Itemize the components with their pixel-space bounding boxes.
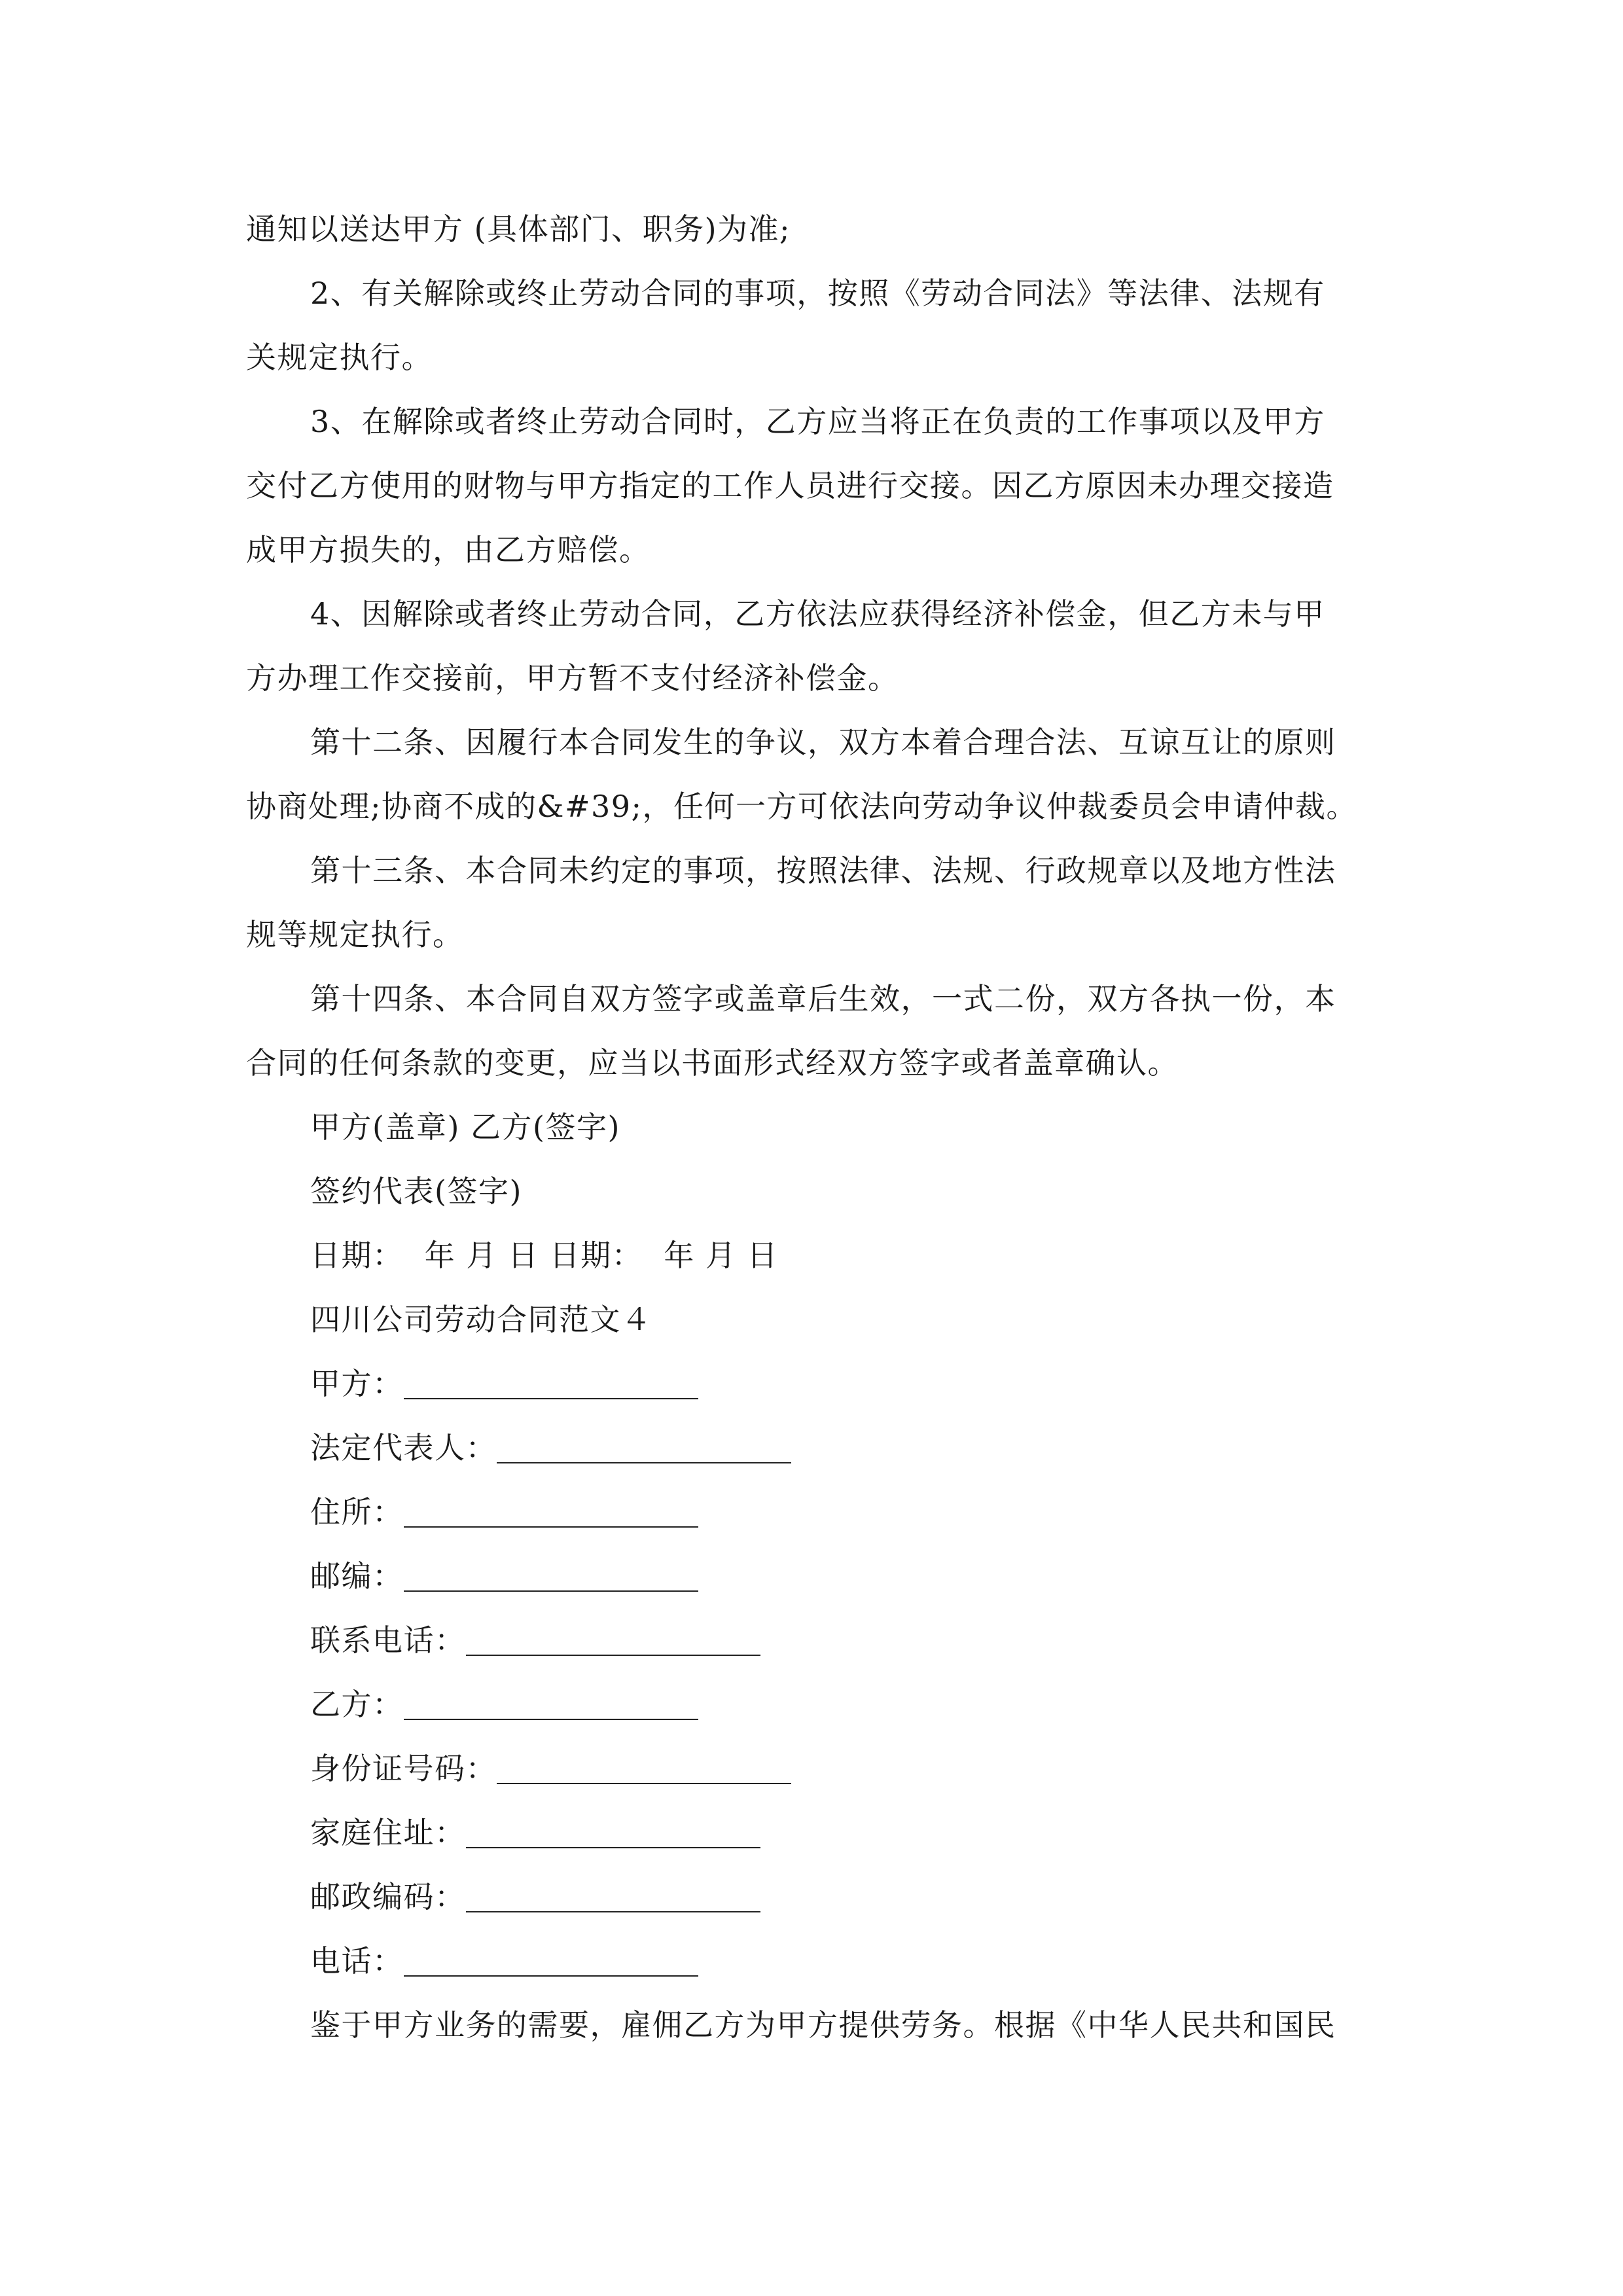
fill-in-blank — [497, 1462, 791, 1463]
field-label: 邮政编码： — [310, 1879, 466, 1914]
contact-phone-field — [310, 1621, 760, 1660]
signature-dates: 日期： 年 月 日 日期： 年 月 日 — [310, 1238, 779, 1273]
signature-parties: 甲方(盖章) 乙方(签字) — [310, 1109, 620, 1145]
field-label: 联系电话： — [310, 1623, 466, 1658]
field-label: 甲方： — [310, 1366, 404, 1401]
party-a-field — [310, 1364, 698, 1403]
phone-field — [310, 1941, 698, 1981]
home-address-field — [310, 1813, 760, 1852]
field-label: 法定代表人： — [310, 1430, 497, 1465]
fill-in-blank — [466, 1655, 760, 1656]
postcode-field — [310, 1556, 698, 1596]
address-field — [310, 1492, 698, 1532]
field-label: 电话： — [310, 1943, 404, 1979]
fill-in-blank — [466, 1847, 760, 1848]
fill-in-blank — [404, 1526, 698, 1528]
text-line: 规等规定执行。 — [246, 917, 464, 952]
text-line: 关规定执行。 — [246, 340, 433, 375]
text-line: 交付乙方使用的财物与甲方指定的工作人员进行交接。因乙方原因未办理交接造 — [246, 468, 1334, 503]
fill-in-blank — [404, 1719, 698, 1720]
text-line: 合同的任何条款的变更，应当以书面形式经双方签字或者盖章确认。 — [246, 1045, 1179, 1081]
text-line: 第十四条、本合同自双方签字或盖章后生效，一式二份，双方各执一份，本 — [310, 981, 1336, 1016]
party-b-field — [310, 1685, 698, 1724]
field-label: 邮编： — [310, 1558, 404, 1594]
fill-in-blank — [404, 1398, 698, 1399]
field-label: 乙方： — [310, 1687, 404, 1722]
text-line: 第十二条、因履行本合同发生的争议，双方本着合理合法、互谅互让的原则 — [310, 725, 1336, 760]
text-line: 方办理工作交接前，甲方暂不支付经济补偿金。 — [246, 660, 899, 696]
postal-code-field — [310, 1877, 760, 1916]
text-line: 2、有关解除或终止劳动合同的事项，按照《劳动合同法》等法律、法规有 — [310, 276, 1325, 311]
text-line: 协商处理;协商不成的&#39;，任何一方可依法向劳动争议仲裁委员会申请仲裁。 — [246, 789, 1358, 824]
field-label: 住所： — [310, 1494, 404, 1530]
text-line: 通知以送达甲方 (具体部门、职务)为准; — [246, 211, 791, 247]
text-line: 成甲方损失的，由乙方赔偿。 — [246, 532, 651, 567]
section-heading: 四川公司劳动合同范文４ — [310, 1302, 652, 1337]
fill-in-blank — [466, 1911, 760, 1912]
text-line: 3、在解除或者终止劳动合同时，乙方应当将正在负责的工作事项以及甲方 — [310, 404, 1325, 439]
signature-representative: 签约代表(签字) — [310, 1174, 522, 1209]
field-label: 身份证号码： — [310, 1751, 497, 1786]
id-number-field — [310, 1749, 791, 1788]
text-line: 4、因解除或者终止劳动合同，乙方依法应获得经济补偿金，但乙方未与甲 — [310, 596, 1325, 632]
legal-representative-field — [310, 1428, 791, 1467]
fill-in-blank — [497, 1783, 791, 1784]
fill-in-blank — [404, 1590, 698, 1592]
closing-paragraph: 鉴于甲方业务的需要，雇佣乙方为甲方提供劳务。根据《中华人民共和国民 — [310, 2007, 1336, 2043]
field-label: 家庭住址： — [310, 1815, 466, 1850]
text-line: 第十三条、本合同未约定的事项，按照法律、法规、行政规章以及地方性法 — [310, 853, 1336, 888]
fill-in-blank — [404, 1975, 698, 1977]
